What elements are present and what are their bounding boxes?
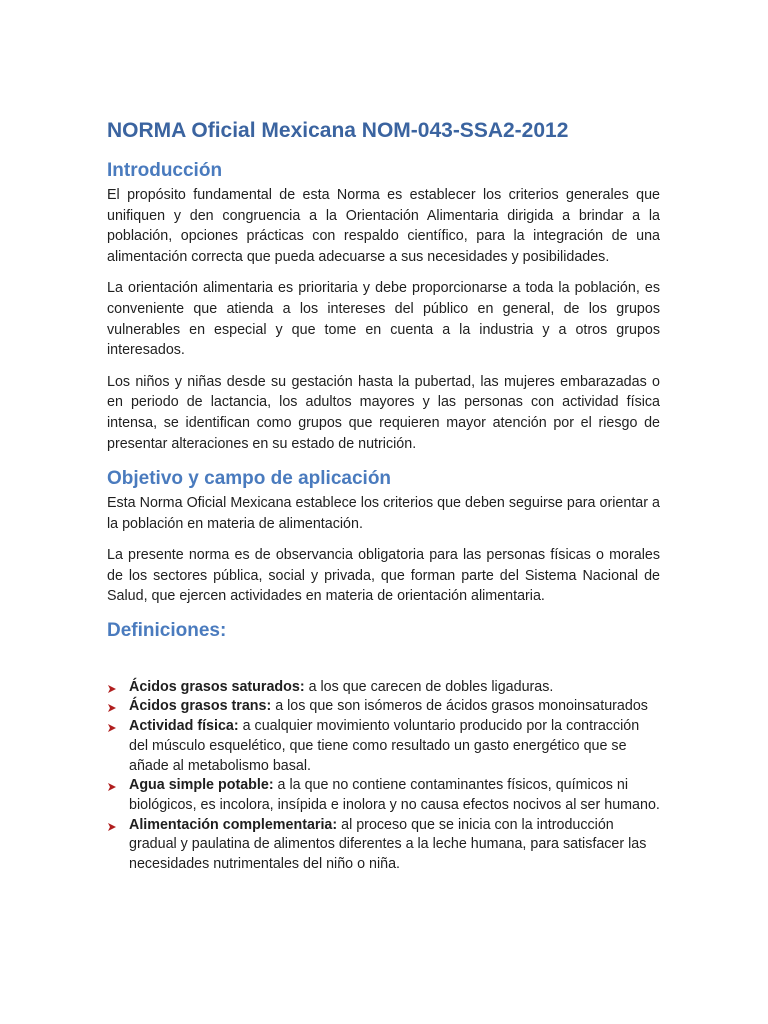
definition-item [107,697,660,717]
definition-term: Agua simple potable: [129,777,274,794]
definition-text: a la que no contiene contaminantes físicos, químicos ni biológicos, es incolora, insípida e inolora y no causa efectos nocivos al ser humano. [129,777,660,813]
arrow-bullet-icon [107,684,117,694]
arrow-bullet-icon [107,782,117,792]
objective-paragraph: Esta Norma Oficial Mexicana establece los criterios que deben seguirse para orientar a la población en materia de alimentación. [107,494,660,532]
definitions-list [107,678,660,875]
definition-text: a cualquier movimiento voluntario producido por la contracción del músculo esquelético, que tiene como resultado un gasto energético que se añade al metabolismo basal. [129,718,640,774]
definition-term: Actividad física: [129,718,239,735]
intro-paragraph: La orientación alimentaria es prioritaria y debe proporcionarse a toda la población, es conveniente que atienda a los intereses del público en general, de los grupos vulnerables en especial y que tome en cuenta a la industria y a otros grupos interesados. [107,280,660,359]
arrow-bullet-icon [107,822,117,832]
definition-term: Ácidos grasos saturados: [129,678,305,695]
definition-item [107,816,660,875]
section-heading-definitions: Definiciones: [107,619,227,641]
definition-item [107,776,660,815]
definition-text: a los que carecen de dobles ligaduras. [304,678,554,695]
definition-text: a los que son isómeros de ácidos grasos monoinsaturados [271,698,648,715]
intro-paragraph: Los niños y niñas desde su gestación hasta la pubertad, las mujeres embarazadas o en periodo de lactancia, los adultos mayores y las personas con actividad física intensa, se identifican como grupos que requieren mayor atención por el riesgo de presentar alteraciones en su estado de nutrición. [107,373,660,452]
section-heading-introduction: Introducción [107,160,223,182]
document-page [107,118,660,875]
objective-paragraph: La presente norma es de observancia obligatoria para las personas físicas o morales de los sectores pública, social y privada, que forman parte del Sistema Nacional de Salud, que ejercen actividades en materia de orientación alimentaria. [107,547,660,605]
definition-term: Alimentación complementaria: [129,816,338,833]
arrow-bullet-icon [107,723,117,733]
definition-item [107,717,660,776]
definition-item [107,678,660,698]
intro-paragraph: El propósito fundamental de esta Norma es establecer los criterios generales que unifiquen y den congruencia a la Orientación Alimentaria dirigida a brindar a la población, opciones prácticas con respaldo científico, para la integración de una alimentación correcta que pueda adecuarse a sus necesidades y posibilidades. [107,187,660,265]
document-title: NORMA Oficial Mexicana NOM-043-SSA2-2012 [107,119,569,142]
section-heading-objective: Objetivo y campo de aplicación [107,468,392,490]
definition-text: al proceso que se inicia con la introducción gradual y paulatina de alimentos diferentes a la leche humana, para satisfacer las necesidades nutrimentales del niño o niña. [129,816,647,873]
definition-term: Ácidos grasos trans: [129,698,272,715]
arrow-bullet-icon [107,703,117,713]
